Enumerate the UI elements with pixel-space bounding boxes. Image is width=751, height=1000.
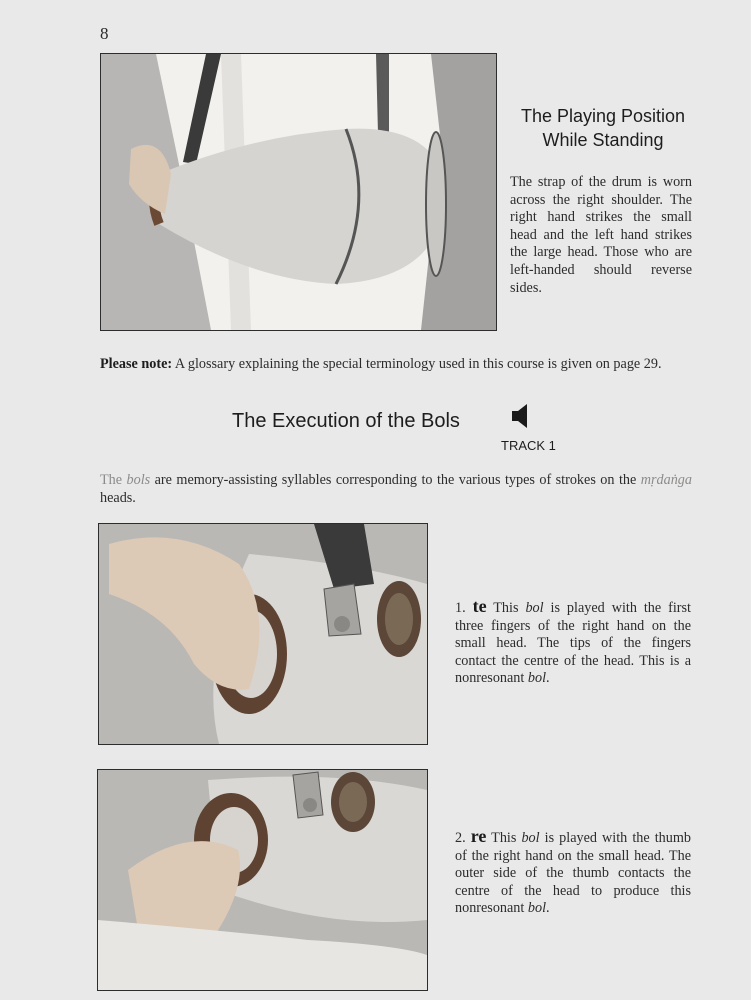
intro-word-the: The [100, 472, 127, 488]
page-number: 8 [100, 24, 109, 43]
intro-mrdanga: mṛdaṅga [640, 472, 692, 488]
track-label: TRACK 1 [501, 438, 556, 453]
bols-section-title: The Execution of the Bols [232, 410, 460, 432]
bol-te-text-b: is played with the first three fingers of the right hand on the small head. The tips of the fingers contact the centre of the head. This is a nonresonant [455, 600, 691, 687]
photo-standing-position [100, 53, 497, 331]
standing-title-line1: The Playing Position [520, 106, 686, 126]
standing-title-line2: While Standing [542, 130, 664, 150]
bol-re-end: . [546, 900, 550, 917]
bol-re-text-a: This [486, 830, 522, 846]
photo-te-stroke [98, 523, 428, 745]
intro-end: heads. [100, 489, 136, 506]
bol-re-number: 2. [455, 830, 466, 846]
bol-te-number: 1. [455, 600, 466, 616]
bol-re-italic-end: bol [527, 900, 547, 917]
bol-re-italic: bol [521, 830, 540, 846]
photo-re-stroke [97, 769, 428, 991]
bol-te-syllable: te [472, 596, 487, 616]
standing-title [508, 104, 698, 152]
intro-bols: bols [126, 472, 151, 488]
bols-intro-text [100, 472, 692, 507]
bol-te-text-a: This [486, 600, 526, 616]
note-text: A glossary explaining the special terminology used in this course is given on page 29. [172, 356, 662, 372]
bol-te-italic-end: bol [527, 670, 547, 687]
bol-te-text [455, 598, 691, 688]
bol-re-text-b: is played with the thumb of the right hand on the small head. The outer side of the thumb contacts the centre of the head to produce this nonresonant [455, 830, 691, 917]
bol-re-text [455, 828, 691, 918]
standing-body-text: The strap of the drum is worn across the right shoulder. The right hand strikes the small head and the left hand strikes the large head. Those who are left-handed should reverse sides. [510, 174, 692, 296]
speaker-icon[interactable] [510, 402, 532, 430]
bol-te-italic: bol [525, 600, 544, 616]
bol-re-syllable: re [470, 826, 487, 846]
intro-mid: are memory-assisting syllables corresponding to the various types of strokes on the [150, 472, 641, 488]
note-label: Please note: [100, 356, 173, 372]
bol-te-end: . [546, 670, 550, 687]
glossary-note [100, 356, 692, 374]
